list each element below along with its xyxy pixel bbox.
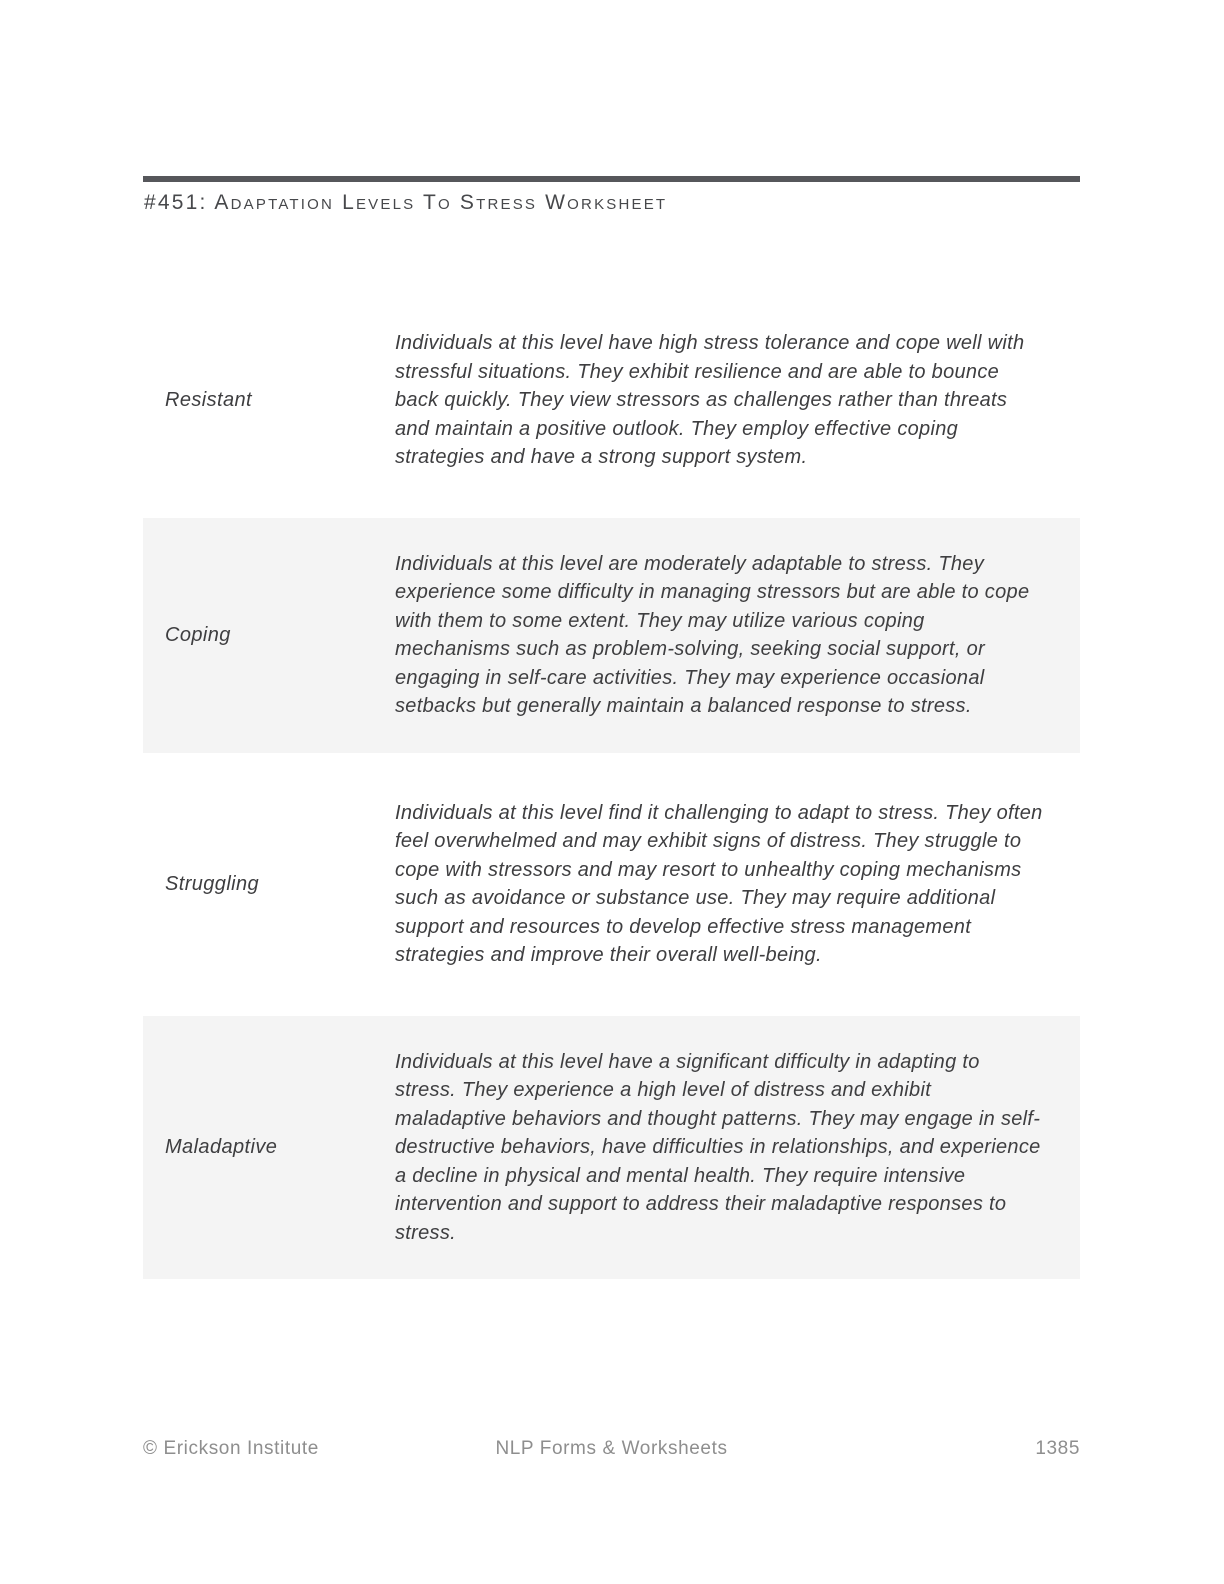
level-name: Struggling (165, 872, 260, 895)
level-description: Individuals at this level find it challenging to adapt to stress. They often feel overwhelmed and may exhibit signs of distress. They struggle to cope with stressors and may resort to unhealthy coping mechanisms such as avoidance or substance use. They may require additional support and resources to develop effective stress management strategies and improve their overall well-being. (395, 801, 1043, 966)
page-header (143, 176, 1080, 215)
level-name: Coping (165, 623, 231, 646)
level-description: Individuals at this level have high stress tolerance and cope well with stressful situations. They exhibit resilience and are able to bounce back quickly. They view stressors as challenges rather than threats and maintain a positive outlook. They employ effective coping strategies and have a strong support system. (395, 332, 1025, 468)
adaptation-level-row (143, 297, 1080, 504)
adaptation-level-row (143, 1016, 1080, 1280)
adaptation-level-row (143, 767, 1080, 1002)
adaptation-level-row (143, 518, 1080, 753)
page-footer (143, 1438, 1080, 1460)
page-content (143, 0, 1080, 1293)
level-name: Resistant (165, 388, 252, 411)
footer-collection-title: NLP Forms & Worksheets (495, 1438, 728, 1459)
page-title: #451: Adaptation Levels To Stress Worksheet (144, 191, 668, 214)
level-description: Individuals at this level are moderately adaptable to stress. They experience some difficulty in managing stressors but are able to cope with them to some extent. They may utilize various coping mechanisms such as problem-solving, seeking social support, or engaging in self-care activities. They may experience occasional setbacks but generally maintain a balanced response to stress. (395, 552, 1030, 717)
adaptation-levels-table (143, 297, 1080, 1279)
level-name: Maladaptive (165, 1135, 278, 1158)
footer-copyright: © Erickson Institute (143, 1438, 319, 1459)
footer-page-number: 1385 (1035, 1438, 1080, 1459)
header-rule (143, 176, 1080, 182)
level-description: Individuals at this level have a significant difficulty in adapting to stress. They experience a high level of distress and exhibit maladaptive behaviors and thought patterns. They may engage in self-destructive behaviors, have difficulties in relationships, and experience a decline in physical and mental health. They require intensive intervention and support to address their maladaptive responses to stress. (395, 1050, 1041, 1244)
